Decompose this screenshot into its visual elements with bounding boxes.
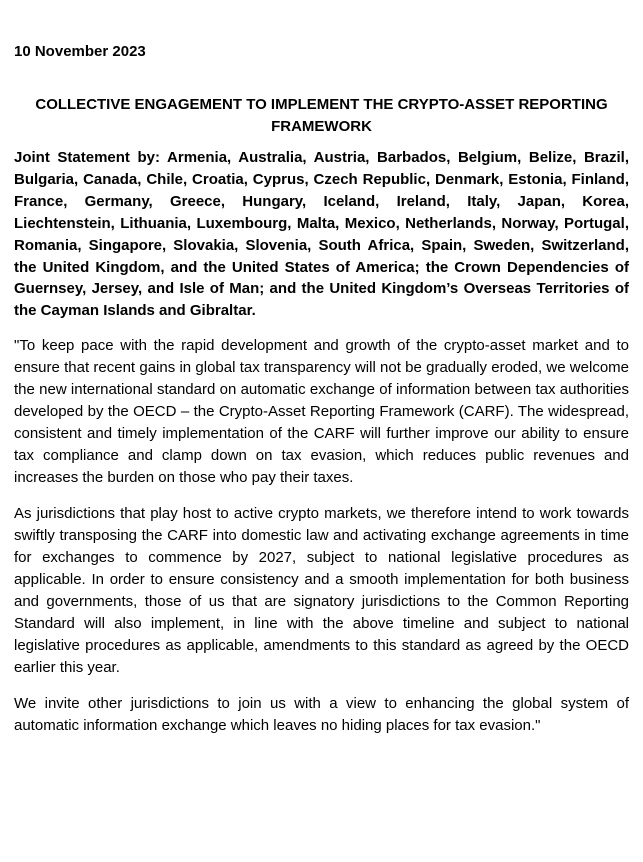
document-title: COLLECTIVE ENGAGEMENT TO IMPLEMENT THE CRYPTO-ASSET REPORTING FRAMEWORK — [35, 96, 608, 135]
statement-paragraph: As jurisdictions that play host to active crypto markets, we therefore intend to work towards swiftly transposing the CARF into domestic law and activating exchange agreements in time for exchanges to commence by 2027, subject to national legislative procedures as applicable. In order to ensure consistency and a smooth implementation for both business and governments, those of us that are signatory jurisdictions to the Common Reporting Standard will also implement, in line with the above timeline and subject to national legislative procedures as applicable, amendments to this standard as agreed by the OECD earlier this year. — [14, 505, 629, 677]
statement-paragraph: We invite other jurisdictions to join us with a view to enhancing the global system of automatic information exchange which leaves no hiding places for tax evasion." — [14, 695, 629, 735]
document-date: 10 November 2023 — [14, 43, 146, 60]
statement-paragraph: "To keep pace with the rapid development and growth of the crypto-asset market and to ensure that recent gains in global tax transparency will not be gradually eroded, we welcome the new international standard on automatic exchange of information between tax authorities developed by the OECD – the Crypto-Asset Reporting Framework (CARF). The widespread, consistent and timely implementation of the CARF will further improve our ability to ensure tax compliance and clamp down on tax evasion, which reduces public revenues and increases the burden on those who pay their taxes. — [14, 337, 629, 487]
joint-statement-signatories: Joint Statement by: Armenia, Australia, Austria, Barbados, Belgium, Belize, Brazil, Bulgaria, Canada, Chile, Croatia, Cyprus, Czech Republic, Denmark, Estonia, Finland, France, Germany, Greece, Hungary, Iceland, Ireland, Italy, Japan, Korea, Liechtenstein, Lithuania, Luxembourg, Malta, Mexico, Netherlands, Norway, Portugal, Romania, Singapore, Slovakia, Slovenia, South Africa, Spain, Sweden, Switzerland, the United Kingdom, and the United States of America; the Crown Dependencies of Guernsey, Jersey, and Isle of Man; and the United Kingdom’s Overseas Territories of the Cayman Islands and Gibraltar. — [14, 149, 629, 320]
